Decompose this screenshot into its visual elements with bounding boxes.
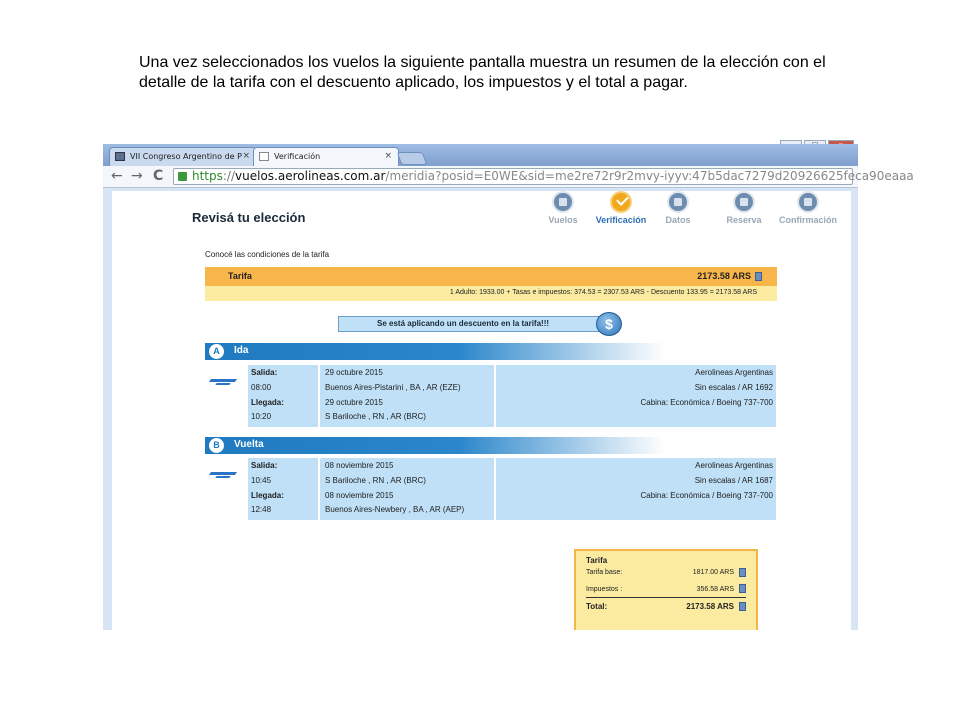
forward-arrow-icon[interactable]: → xyxy=(131,168,143,184)
flight-vuelta xyxy=(248,458,776,520)
plane-icon xyxy=(552,191,574,213)
departure-airport: S Bariloche , RN , AR (BRC) xyxy=(325,476,426,485)
cabin-aircraft: Cabina: Económica / Boeing 737-700 xyxy=(640,398,773,407)
fare-bar xyxy=(205,267,777,286)
flight-info xyxy=(498,365,776,427)
departure-date: 08 noviembre 2015 xyxy=(325,461,394,470)
step-confirmacion[interactable] xyxy=(776,191,840,225)
departure-time: 10:45 xyxy=(251,476,272,485)
departure-date: 29 octubre 2015 xyxy=(325,368,383,377)
flight-labels xyxy=(248,365,320,427)
page-title: Revisá tu elección xyxy=(192,210,306,225)
progress-steps xyxy=(535,191,840,227)
tab-close-icon[interactable]: × xyxy=(242,151,250,161)
tab-verificacion[interactable] xyxy=(253,147,399,166)
flight-info xyxy=(498,458,776,520)
divider xyxy=(586,597,746,598)
people-icon xyxy=(667,191,689,213)
favicon-icon xyxy=(115,152,125,161)
airline-plane-icon xyxy=(210,377,236,387)
arrival-date: 29 octubre 2015 xyxy=(325,398,383,407)
total-label: Total: xyxy=(586,602,608,611)
departure-label: Salida: xyxy=(251,368,278,377)
step-reserva[interactable] xyxy=(716,191,772,225)
lock-icon xyxy=(178,172,187,181)
fare-conditions-link[interactable]: Conocé las condiciones de la tarifa xyxy=(205,250,330,259)
url-path: /meridia?posid=E0WE&sid=me2re72r9r2mvy-iyyv:47b5dac7279d20926625feca90eaaa xyxy=(385,169,914,183)
base-fare-label: Tarifa base: xyxy=(586,569,623,576)
taxes-value: 356.58 ARS xyxy=(696,586,734,593)
airline-plane-icon xyxy=(210,470,236,480)
dollar-icon: $ xyxy=(596,312,622,336)
step-label: Confirmación xyxy=(778,215,837,225)
tab-label: VII Congreso Argentino de P xyxy=(130,152,242,161)
step-label: Datos xyxy=(665,215,691,225)
calculator-icon[interactable] xyxy=(739,584,746,593)
arrival-label: Llegada: xyxy=(251,491,284,500)
segment-badge: A xyxy=(209,344,224,359)
step-label: Vuelos xyxy=(548,215,578,225)
step-datos[interactable] xyxy=(650,191,706,225)
fare-summary xyxy=(574,549,758,630)
calculator-icon[interactable] xyxy=(755,272,762,281)
back-arrow-icon[interactable]: ← xyxy=(111,168,123,184)
tab-close-icon[interactable]: × xyxy=(384,151,392,161)
flight-labels xyxy=(248,458,320,520)
browser-toolbar xyxy=(103,166,914,188)
reload-icon[interactable]: C xyxy=(153,168,164,184)
step-verificacion[interactable] xyxy=(593,191,649,225)
reservation-icon xyxy=(733,191,755,213)
segment-title: Ida xyxy=(234,345,249,356)
tab-strip xyxy=(103,144,858,166)
page-content xyxy=(112,191,851,630)
flight-details xyxy=(322,365,496,427)
base-fare-value: 1817.00 ARS xyxy=(692,569,734,576)
arrival-airport: Buenos Aires-Newbery , BA , AR (AEP) xyxy=(325,505,465,514)
fare-total: 2173.58 ARS xyxy=(697,271,751,281)
discount-notice: Se está aplicando un descuento en la tarifa!!! xyxy=(338,316,602,332)
arrival-time: 12:48 xyxy=(251,505,272,514)
flight-ida xyxy=(248,365,776,427)
tab-congreso[interactable] xyxy=(109,147,257,166)
tab-label: Verificación xyxy=(274,152,321,161)
slide-caption: Una vez seleccionados los vuelos la siguiente pantalla muestra un resumen de la elección con el detalle de la tarifa con el descuento aplicado, los impuestos y el total a pagar. xyxy=(139,54,826,91)
segment-header-vuelta xyxy=(205,437,665,454)
fare-breakdown xyxy=(205,286,777,301)
step-label: Verificación xyxy=(595,215,647,225)
url-host: vuelos.aerolineas.com.ar xyxy=(235,169,386,183)
page-icon xyxy=(259,152,269,161)
arrival-airport: S Bariloche , RN , AR (BRC) xyxy=(325,412,426,421)
thumbs-up-icon xyxy=(797,191,819,213)
flight-details xyxy=(322,458,496,520)
step-label: Reserva xyxy=(726,215,762,225)
url-scheme: https xyxy=(192,169,223,183)
departure-label: Salida: xyxy=(251,461,278,470)
check-icon xyxy=(610,191,632,213)
airline-name: Aerolineas Argentinas xyxy=(695,461,773,470)
cabin-aircraft: Cabina: Económica / Boeing 737-700 xyxy=(640,491,773,500)
calculator-icon[interactable] xyxy=(739,602,746,611)
fare-label: Tarifa xyxy=(228,271,252,281)
total-value: 2173.58 ARS xyxy=(686,602,734,611)
new-tab-button[interactable] xyxy=(397,152,428,165)
url-separator: :// xyxy=(222,169,236,183)
summary-title: Tarifa xyxy=(586,556,608,565)
fare-breakdown-text: 1 Adulto: 1933.00 + Tasas e impuestos: 374.53 = 2307.53 ARS - Descuento 133.95 = 2173.58 ARS xyxy=(449,289,757,296)
flight-number: Sin escalas / AR 1692 xyxy=(694,383,773,392)
address-bar[interactable] xyxy=(173,168,914,185)
segment-header-ida xyxy=(205,343,665,360)
departure-time: 08:00 xyxy=(251,383,272,392)
departure-airport: Buenos Aires-Pistarini , BA , AR (EZE) xyxy=(325,383,461,392)
arrival-date: 08 noviembre 2015 xyxy=(325,491,394,500)
step-vuelos[interactable] xyxy=(535,191,591,225)
airline-name: Aerolineas Argentinas xyxy=(695,368,773,377)
flight-number: Sin escalas / AR 1687 xyxy=(694,476,773,485)
arrival-label: Llegada: xyxy=(251,398,284,407)
segment-title: Vuelta xyxy=(234,439,264,450)
taxes-label: Impuestos : xyxy=(586,586,623,593)
browser-window xyxy=(103,144,914,630)
segment-badge: B xyxy=(209,438,224,453)
calculator-icon[interactable] xyxy=(739,568,746,577)
arrival-time: 10:20 xyxy=(251,412,272,421)
